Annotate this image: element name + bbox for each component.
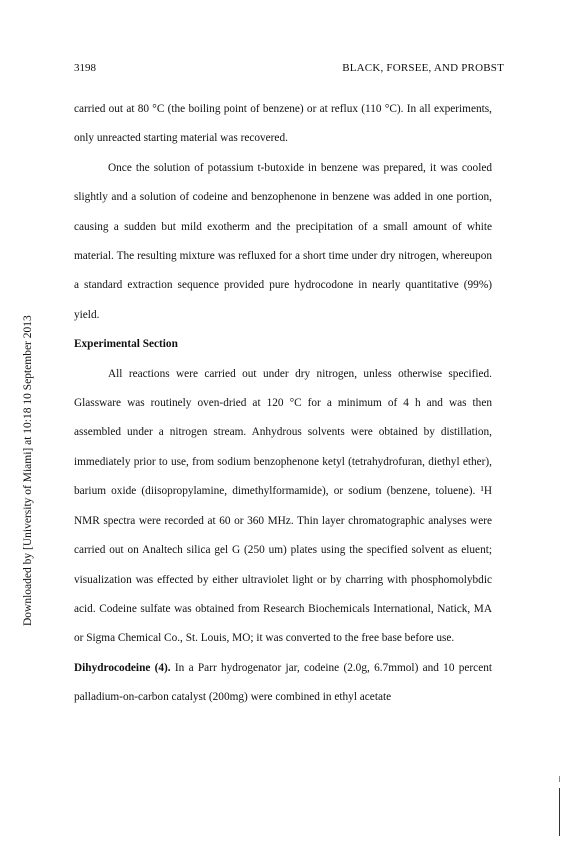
- download-watermark: Downloaded by [University of Miami] at 10:18 10 September 2013: [22, 315, 34, 626]
- paragraph-general-methods: All reactions were carried out under dry nitrogen, unless otherwise specified. Glassware was routinely oven-dried at 120 °C for a minimum of 4 h and was then assembled under a nitrogen stream. Anhydrous solvents were obtained by distillation, immediately prior to use, from sodium benzophenone ketyl (tetrahydrofuran, diethyl ether), barium oxide (diisopropylamine, dimethylformamide), or sodium (benzene, toluene). ¹H NMR spectra were recorded at 60 or 360 MHz. Thin layer chromatographic analyses were carried out on Analtech silica gel G (250 um) plates using the specified solvent as eluent; visualization was effected by either ultraviolet light or by charring with phosphomolybdic acid. Codeine sulfate was obtained from Research Biochemicals International, Natick, MA or Sigma Chemical Co., St. Louis, MO; it was converted to the free base before use.: [74, 367, 492, 645]
- running-head-authors: BLACK, FORSEE, AND PROBST: [342, 62, 504, 74]
- paragraph-butoxide: Once the solution of potassium t-butoxide in benzene was prepared, it was cooled slightly and a solution of codeine and benzophenone in benzene was added in one portion, causing a sudden but mild exotherm and the precipitation of a small amount of white material. The resulting mixture was refluxed for a short time under dry nitrogen, whereupon a standard extraction sequence provided pure hydrocodone in nearly quantitative (99%) yield.: [74, 161, 492, 321]
- paragraph-dihydrocodeine: [74, 654, 492, 713]
- running-head: [74, 62, 504, 80]
- paragraph-dihydrocodeine-text: In a Parr hydrogenator jar, codeine (2.0g, 6.7mmol) and 10 percent palladium-on-carbon catalyst (200mg) were combined in ethyl acetate: [74, 661, 492, 704]
- article-body: [74, 95, 492, 713]
- scan-edge-dot: [559, 776, 560, 782]
- page-number: 3198: [74, 62, 96, 74]
- scan-edge-line: [559, 788, 560, 836]
- compound-heading: Dihydrocodeine (4).: [74, 661, 171, 674]
- section-heading-experimental: Experimental Section: [74, 338, 178, 351]
- paragraph-continued: carried out at 80 °C (the boiling point of benzene) or at reflux (110 °C). In all experiments, only unreacted starting material was recovered.: [74, 103, 492, 145]
